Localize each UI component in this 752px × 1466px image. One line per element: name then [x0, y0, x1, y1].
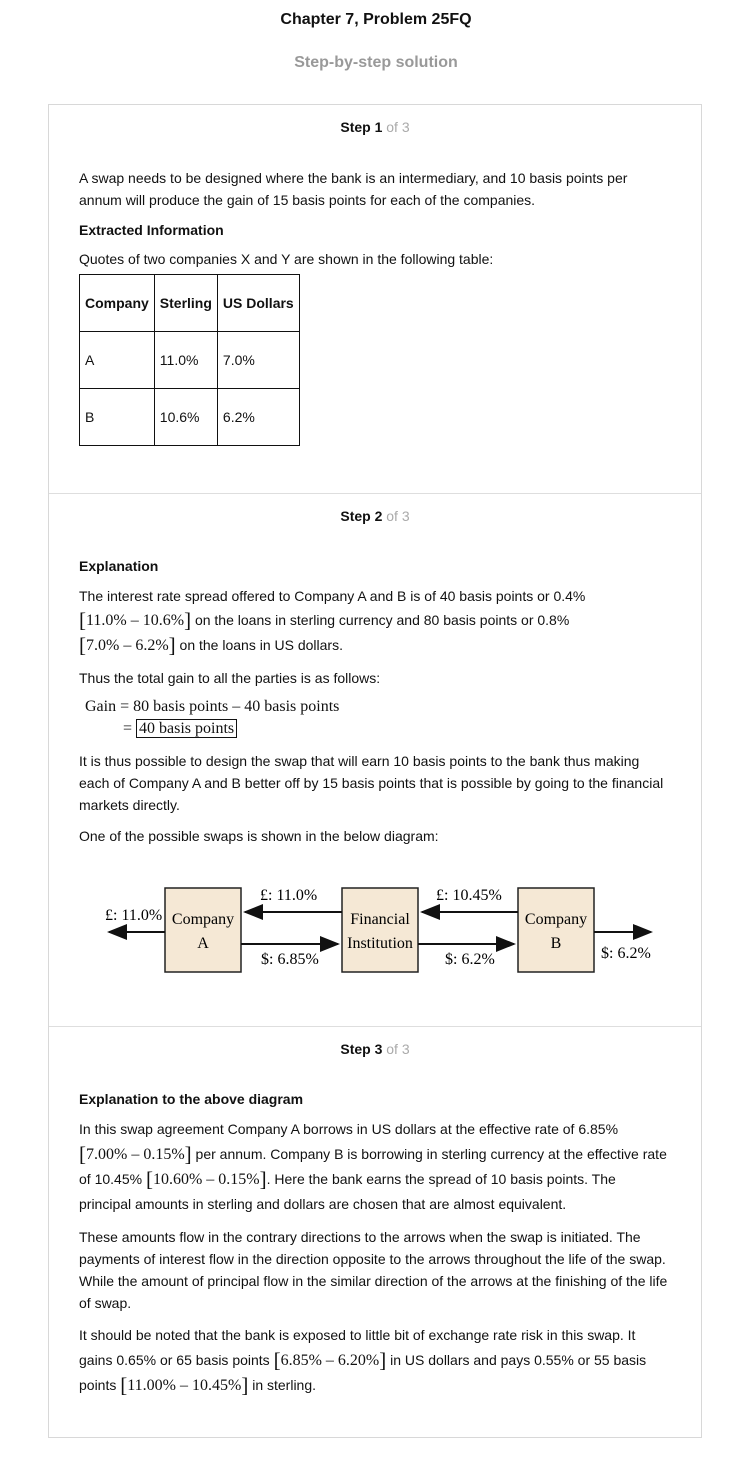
step-3-of: of 3: [386, 1041, 410, 1057]
step-3-paragraph-3: It should be noted that the bank is exposed to little bit of exchange rate risk in this swap. It gains 0.65% or 65 basis points [6.85% – 6.20%] in US dollars and pays 0.55% or 55 basis points [11.00% – 10.45%] in sterling.: [79, 1327, 647, 1397]
step-3-paragraph-2: These amounts flow in the contrary directions to the arrows when the swap is initiated. The payments of interest flow in the direction opposite to the arrows throughout the life of the swap. While the amount of principal flow in the similar direction of the arrows at the finishing of the life of swap.: [79, 1229, 668, 1311]
b-out-label: $: 6.2%: [601, 945, 651, 962]
step-2-of: of 3: [386, 508, 410, 524]
swap-diagram: [79, 870, 679, 980]
step-1-of: of 3: [386, 119, 410, 135]
step-2-paragraph-4: One of the possible swaps is shown in the below diagram:: [79, 828, 439, 844]
table-cell: A: [80, 332, 155, 389]
table-cell: 7.0%: [217, 332, 299, 389]
step-2: [49, 508, 701, 983]
step-2-paragraph-2: Thus the total gain to all the parties is as follows:: [79, 670, 381, 686]
table-header-cell: Company: [80, 275, 155, 332]
table-cell: 11.0%: [154, 332, 217, 389]
step-2-header: [79, 508, 671, 524]
company-a-box: [165, 888, 241, 972]
company-a-label: Company: [171, 911, 235, 928]
step-1-label: Step 1: [340, 119, 383, 135]
step-3-heading: Explanation to the above diagram: [79, 1091, 304, 1107]
step-2-paragraph-1: The interest rate spread offered to Company A and B is of 40 basis points or 0.4% [11.0% – 10.6%] on the loans in sterling currency and 80 basis points or 0.8% [7.0% – 6.2%] on the loans in US dollars.: [79, 588, 586, 657]
formula: [11.00% – 10.45%]: [120, 1373, 249, 1397]
step-1: [49, 119, 701, 446]
step-3: [49, 1041, 701, 1407]
table-cell: B: [80, 389, 155, 446]
solution-card: [48, 104, 702, 1438]
formula: [10.60% – 0.15%]: [145, 1167, 267, 1191]
result-box: 40 basis points: [136, 719, 237, 738]
financial-institution-box: [342, 888, 418, 972]
b-to-fi-label: £: 10.45%: [436, 887, 502, 904]
quotes-table: [79, 274, 300, 446]
a-to-fi-label: $: 6.85%: [261, 951, 319, 968]
fi-to-b-label: $: 6.2%: [445, 951, 495, 968]
step-3-header: [79, 1041, 671, 1057]
page-title: Chapter 7, Problem 25FQ: [280, 11, 472, 28]
step-2-heading: Explanation: [79, 558, 159, 574]
step-divider: [49, 493, 701, 494]
a-out-label: £: 11.0%: [105, 907, 163, 924]
company-b-box: [518, 888, 594, 972]
formula: [6.85% – 6.20%]: [273, 1348, 387, 1372]
fi-label: Institution: [347, 935, 413, 952]
company-b-label: B: [550, 935, 562, 952]
step-1-heading: Extracted Information: [79, 222, 224, 238]
formula: [7.00% – 0.15%]: [79, 1142, 192, 1166]
table-row: [80, 332, 300, 389]
table-cell: 10.6%: [154, 389, 217, 446]
table-cell: 6.2%: [217, 389, 299, 446]
step-1-header: [79, 119, 671, 135]
step-1-intro: A swap needs to be designed where the bank is an intermediary, and 10 basis points per annum will produce the gain of 15 basis points for each of the companies.: [79, 170, 628, 208]
table-header-cell: US Dollars: [217, 275, 299, 332]
gain-equation: Gain = 80 basis points – 40 basis points = 40 basis points: [85, 698, 340, 737]
table-header-cell: Sterling: [154, 275, 217, 332]
step-3-label: Step 3: [340, 1041, 383, 1057]
fi-label: Financial: [350, 911, 410, 928]
formula: [7.0% – 6.2%]: [79, 633, 176, 657]
page-subtitle: Step-by-step solution: [294, 54, 458, 71]
step-2-paragraph-3: It is thus possible to design the swap that will earn 10 basis points to the bank thus making each of Company A and B better off by 15 basis points that is possible by going to the financial markets directly.: [79, 753, 664, 813]
table-row: [80, 389, 300, 446]
fi-to-a-label: £: 11.0%: [260, 887, 318, 904]
step-divider: [49, 1026, 701, 1027]
company-b-label: Company: [524, 911, 588, 928]
step-1-table-intro: Quotes of two companies X and Y are shown in the following table:: [79, 251, 494, 267]
step-2-label: Step 2: [340, 508, 383, 524]
table-header-row: [80, 275, 300, 332]
company-a-label: A: [197, 935, 209, 952]
formula: [11.0% – 10.6%]: [79, 608, 192, 632]
step-3-paragraph-1: In this swap agreement Company A borrows in US dollars at the effective rate of 6.85% [7.00% – 0.15%] per annum. Company B is borrowing in sterling currency at the effective rate of 10.45% [10.60% – 0.15%]. Here the bank earns the spread of 10 basis points. The principal amounts in sterling and dollars are chosen that are almost equivalent.: [79, 1121, 667, 1212]
